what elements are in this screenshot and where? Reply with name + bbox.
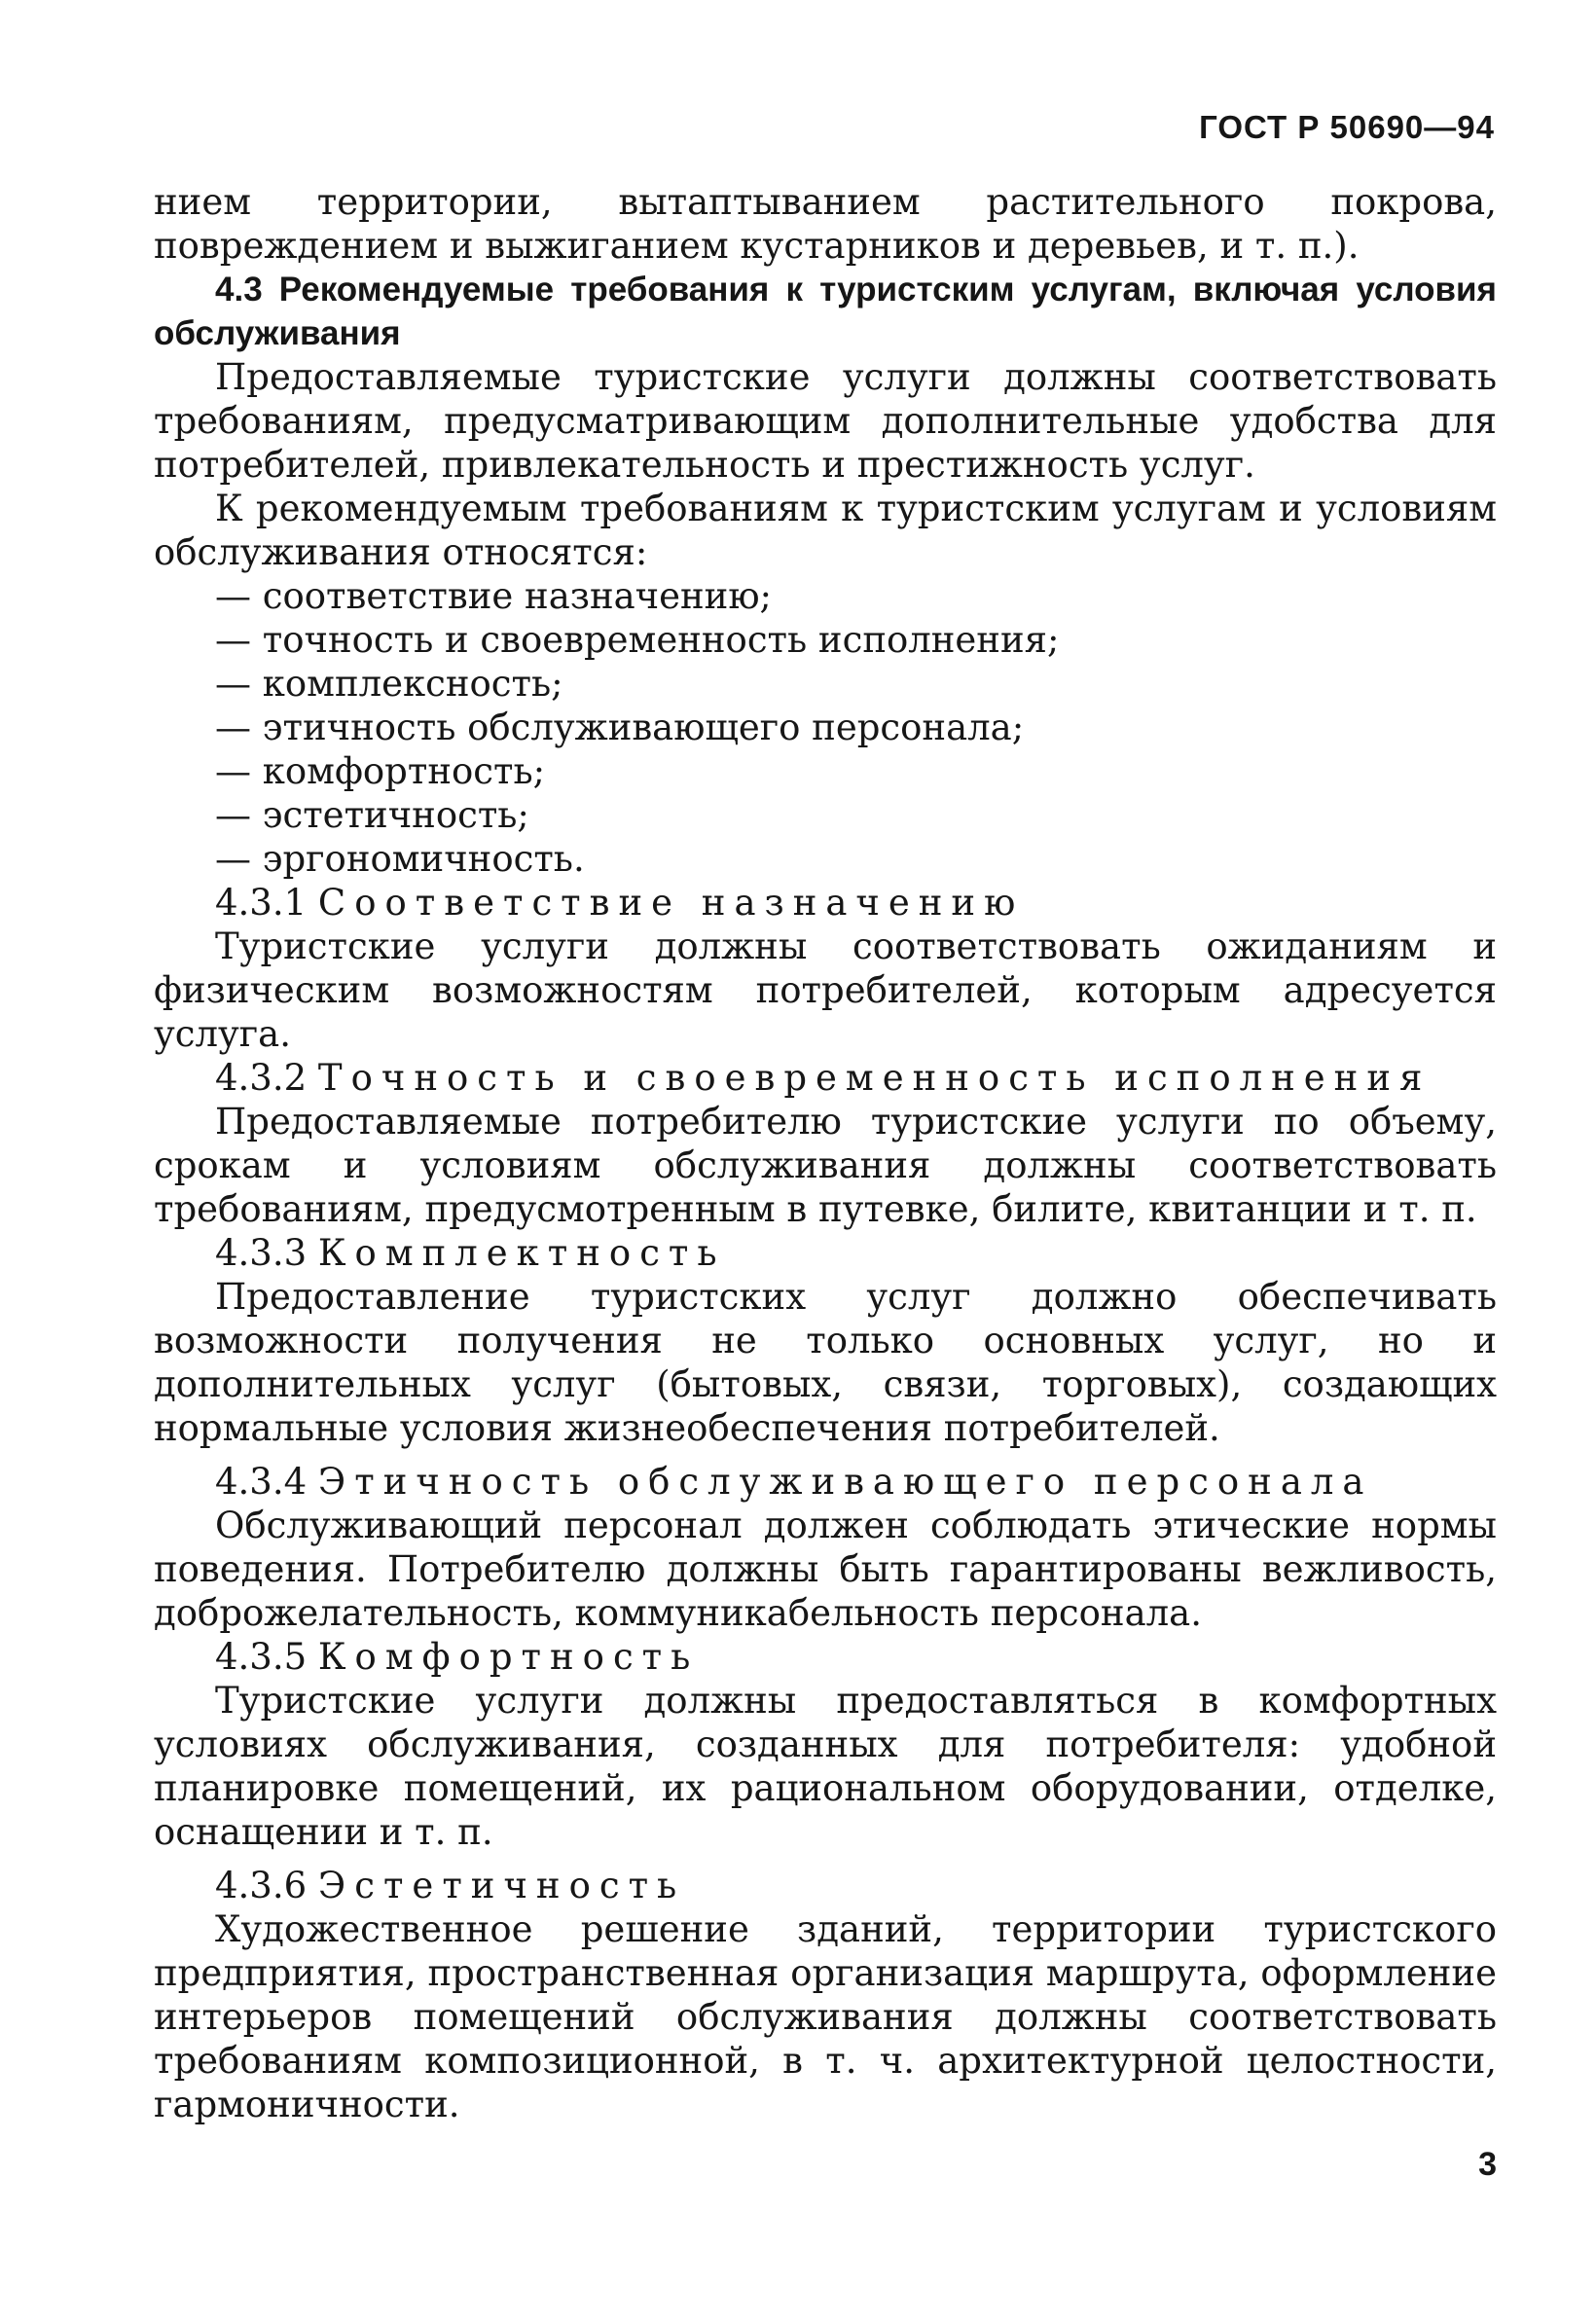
subsection-text: Предоставляемые потребителю туристские услуги по объему, срокам и условиям обслуживания должны соответствовать требованиям, предусмотренным в путевке, билите, квитанции и т. п. <box>154 1101 1497 1230</box>
list-item: — этичность обслуживающего персонала; <box>215 707 1025 748</box>
section-paragraph-1: Предоставляемые туристские услуги должны соответствовать требованиям, предусматривающим дополнительные удобства для потребителей, привлекательность и престижность услуг. <box>154 356 1497 486</box>
page-body <box>154 180 1497 2126</box>
subsection-title: Этичность обслуживающего персонала <box>317 1461 1373 1503</box>
subsection-heading <box>154 881 1497 925</box>
subsection-number: 4.3.4 <box>215 1461 308 1503</box>
subsection-text: Туристские услуги должны предоставляться в комфортных условиях обслуживания, созданных для потребителя: удобной планировке помещений, их рациональном оборудовании, отделке, оснащении и т. п. <box>154 1680 1497 1853</box>
subsection-title: Соответствие назначению <box>317 882 1025 924</box>
page-number: 3 <box>1478 2146 1497 2183</box>
list-item: — комплексность; <box>215 663 563 705</box>
list-item: — точность и своевременность исполнения; <box>215 619 1060 661</box>
subsection-number: 4.3.1 <box>215 882 308 924</box>
subsection-number: 4.3.5 <box>215 1636 308 1678</box>
subsection-heading <box>154 1231 1497 1275</box>
subsection-text: Туристские услуги должны соответствовать ожиданиям и физическим возможностям потребителей, которым адресуется услуга. <box>154 925 1497 1055</box>
subsection-heading <box>154 1635 1497 1679</box>
subsection-title: Комплектность <box>317 1232 726 1274</box>
subsection-text: Художественное решение зданий, территории туристского предприятия, пространственная организация маршрута, оформление интерьеров помещений обслуживания должны соответствовать требованиям композиционной, в т. ч. архитектурной целостности, гармоничности. <box>154 1908 1497 2125</box>
subsection-title: Комфортность <box>317 1636 700 1678</box>
list-item: — комфортность; <box>215 750 546 792</box>
subsection-title: Точность и своевременность исполнения <box>317 1057 1432 1099</box>
subsection-text: Обслуживающий персонал должен соблюдать этические нормы поведения. Потребителю должны быть гарантированы вежливость, доброжелательность, коммуникабельность персонала. <box>154 1505 1497 1634</box>
list-item: — эргономичность. <box>215 838 585 880</box>
subsection-number: 4.3.3 <box>215 1232 308 1274</box>
subsection-number: 4.3.2 <box>215 1057 308 1099</box>
continuation-paragraph: нием территории, вытаптыванием растительного покрова, повреждением и выжиганием кустарников и деревьев, и т. п.). <box>154 181 1497 267</box>
requirements-list <box>154 574 1497 881</box>
subsection-text: Предоставление туристских услуг должно обеспечивать возможности получения не только основных услуг, но и дополнительных услуг (бытовых, связи, торговых), создающих нормальные условия жизнеобеспечения потребителей. <box>154 1276 1497 1449</box>
subsection-heading <box>154 1864 1497 1907</box>
page-header-standard: ГОСТ Р 50690—94 <box>1199 109 1495 145</box>
subsection-number: 4.3.6 <box>215 1865 308 1906</box>
section-title: Рекомендуемые требования к туристским услугам, включая условия обслуживания <box>154 271 1497 352</box>
list-item: — эстетичность; <box>215 794 529 836</box>
subsection-heading <box>154 1460 1497 1504</box>
subsection-title: Эстетичность <box>317 1865 686 1906</box>
section-number: 4.3 <box>215 271 263 308</box>
section-paragraph-2: К рекомендуемым требованиям к туристским услугам и условиям обслуживания относятся: <box>154 488 1497 573</box>
section-heading <box>154 268 1497 355</box>
list-item: — соответствие назначению; <box>215 575 773 617</box>
subsection-heading <box>154 1056 1497 1100</box>
